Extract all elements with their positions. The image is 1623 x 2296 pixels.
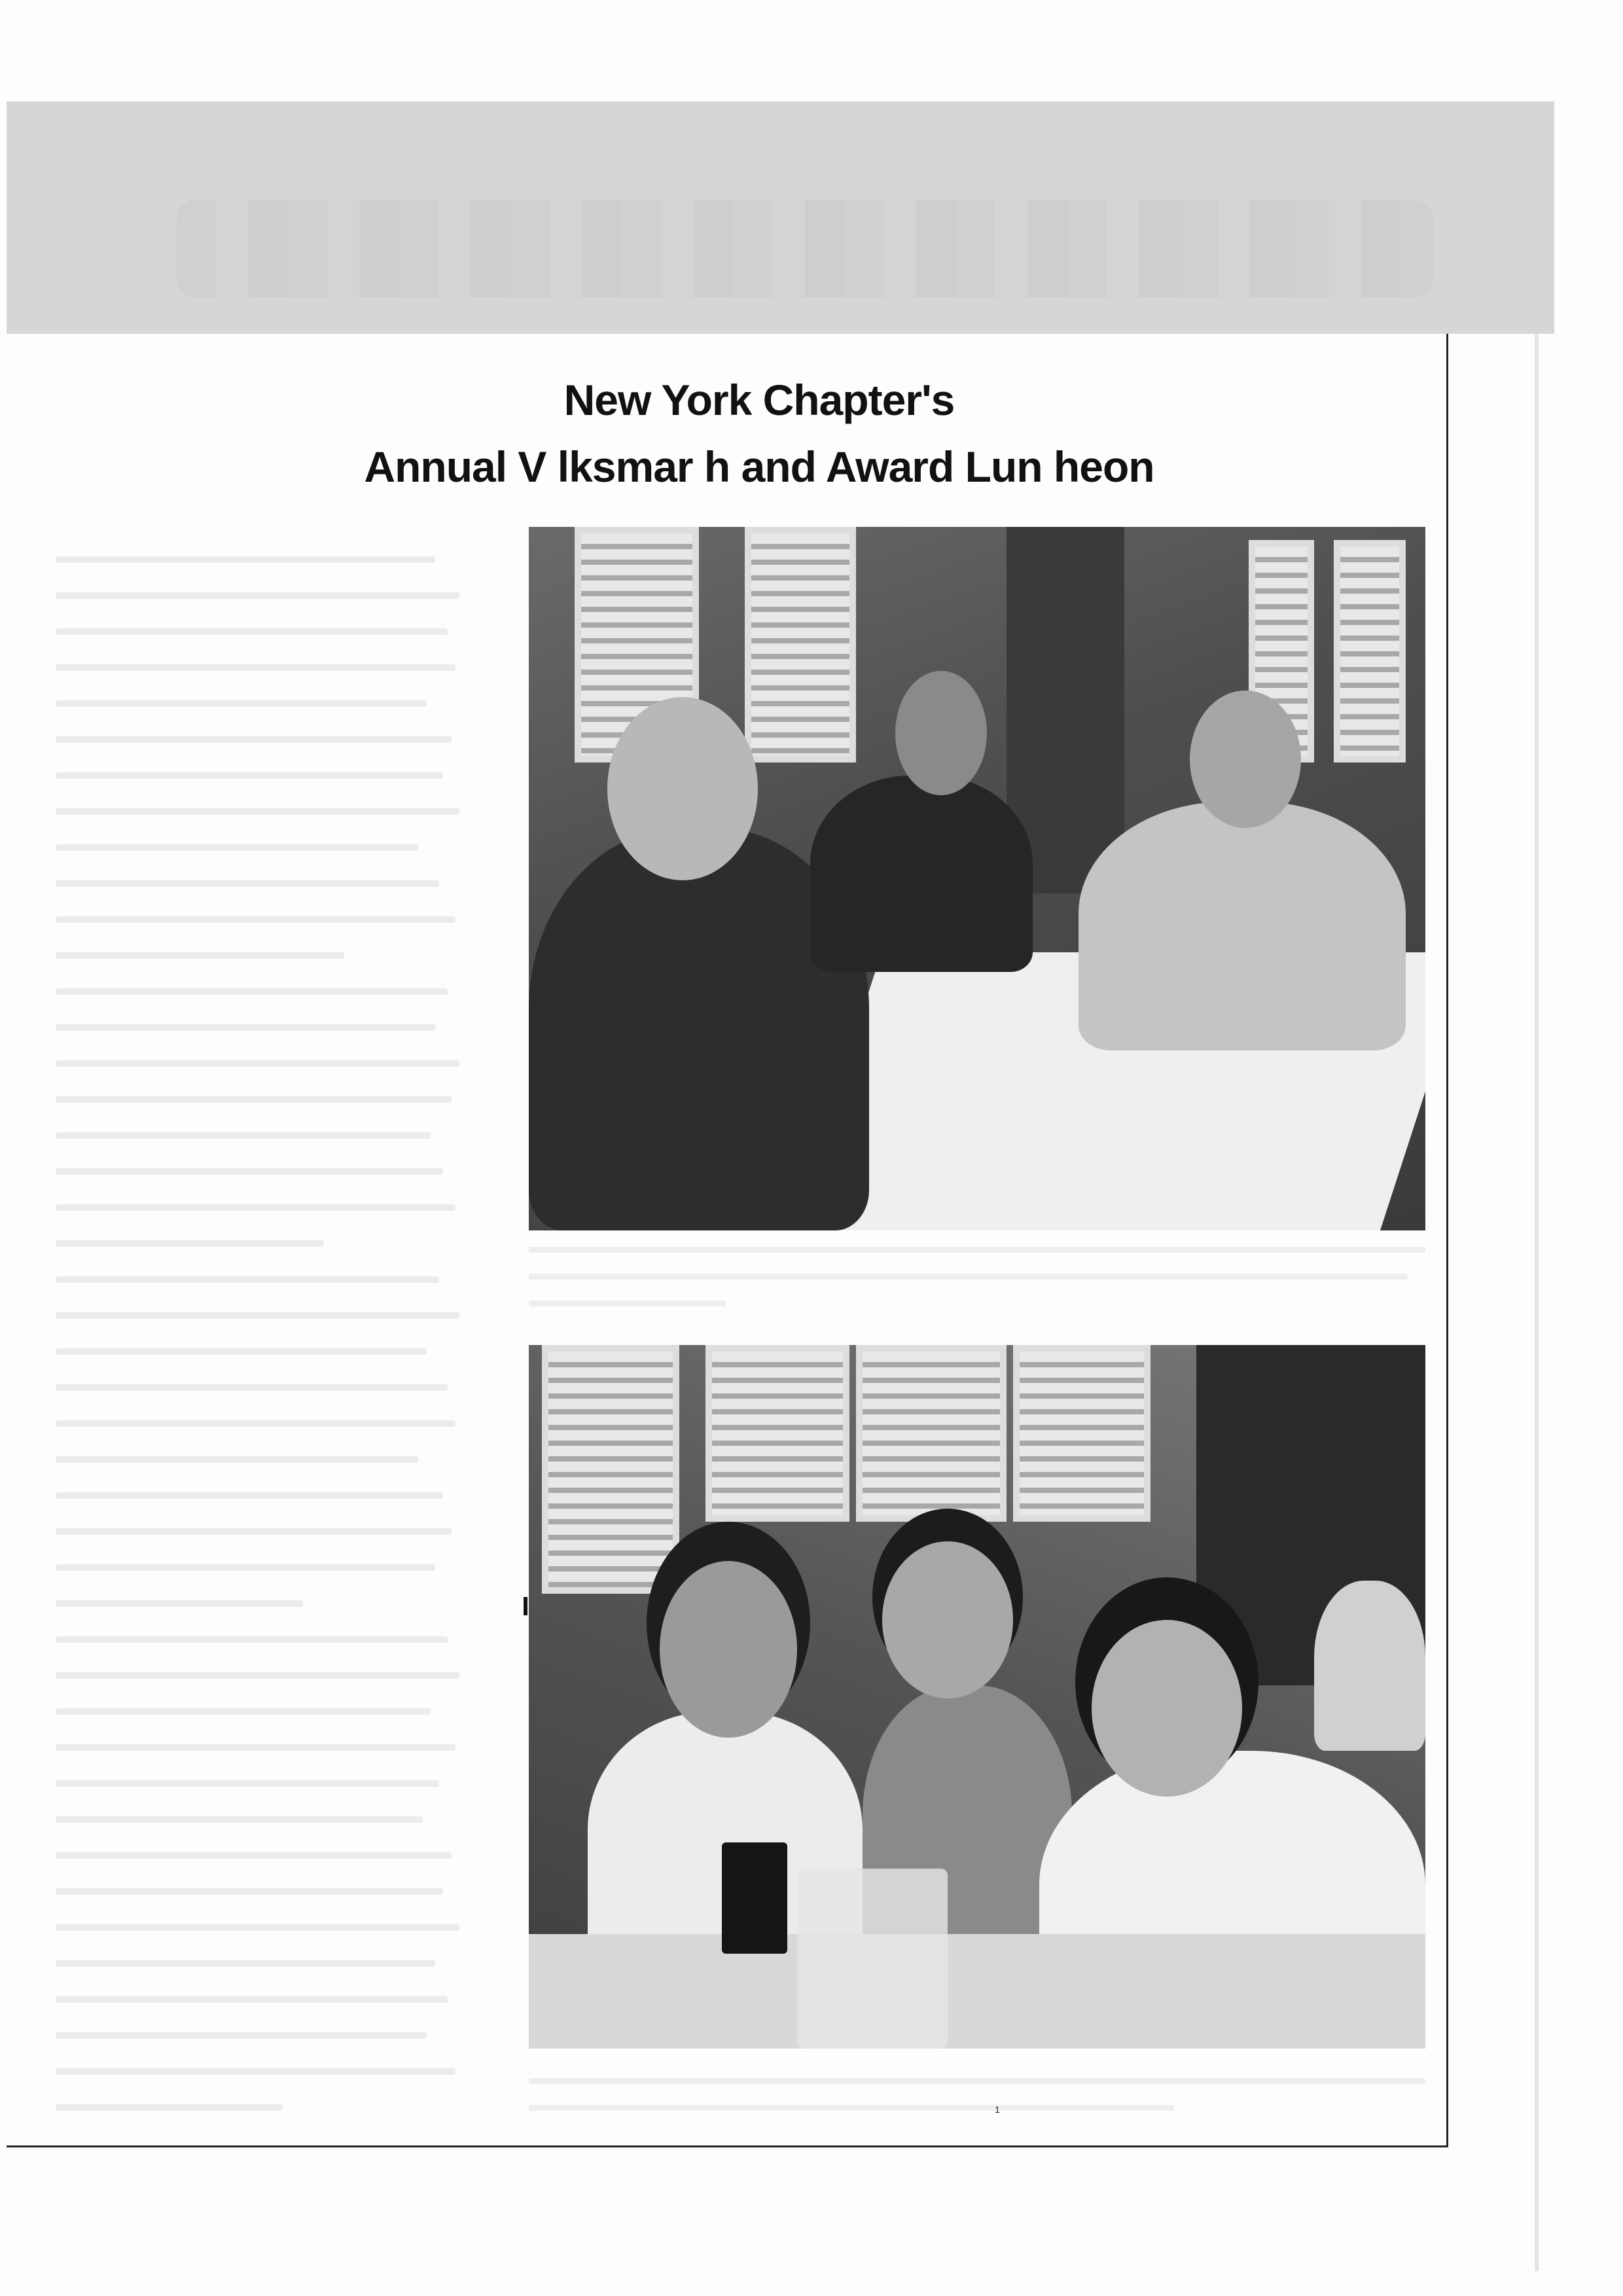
- article-title: [196, 367, 1322, 500]
- photo-women-at-table: [529, 1345, 1425, 2049]
- title-line-1: New York Chapter's: [563, 376, 955, 424]
- frame-rule-bottom: [7, 2145, 1448, 2147]
- page-number: 1: [995, 2104, 1000, 2115]
- margin-mark: [524, 1597, 527, 1615]
- faded-caption-2: [529, 2078, 1425, 2132]
- faded-caption-1: [529, 1247, 1425, 1327]
- page-edge-shadow: [1535, 334, 1539, 2271]
- header-band: [7, 101, 1554, 334]
- faded-body-text: [56, 556, 468, 2140]
- photo-men-at-table: [529, 527, 1425, 1230]
- title-line-2: Annual V lksmar h and Award Lun heon: [364, 442, 1154, 491]
- faded-banner-text: [177, 200, 1433, 298]
- frame-rule-right: [1446, 334, 1448, 2147]
